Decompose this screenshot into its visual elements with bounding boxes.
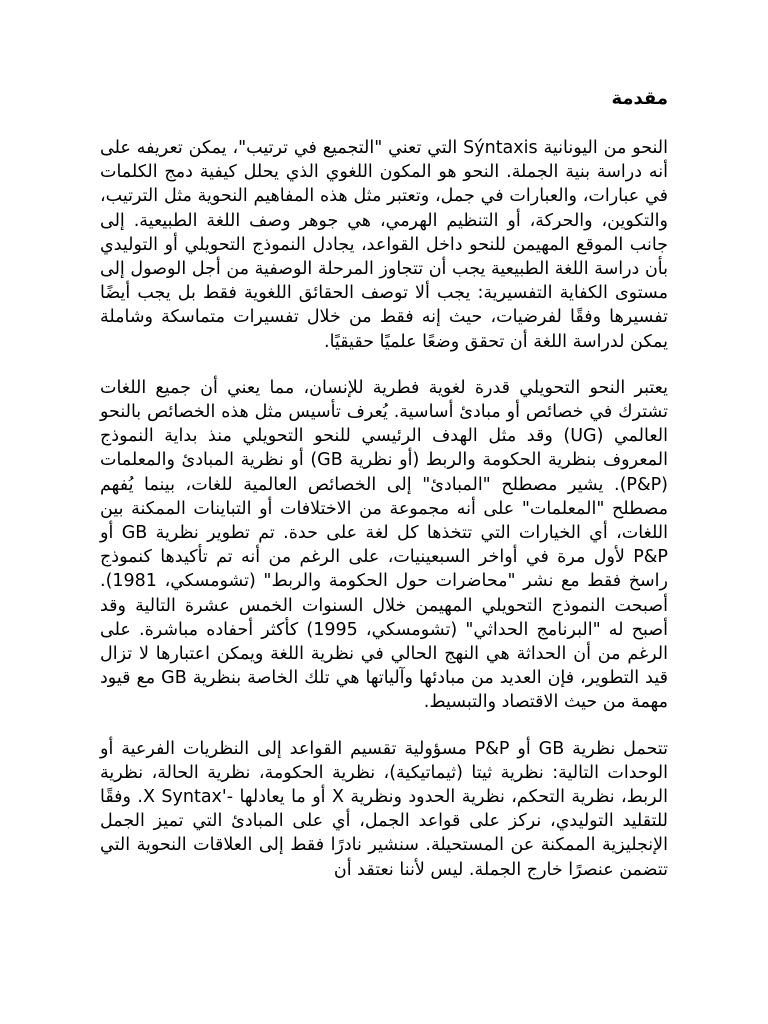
paragraph-3: تتحمل نظرية GB أو P&P مسؤولية تقسيم القواعد إلى النظريات الفرعية أو الوحدات التالية: نظرية ثيتا (ثيماتيكية)، نظرية الحكومة، نظرية الحالة، نظرية الربط، نظرية التحكم، نظرية الحدود ونظرية X أو ما يعادلها -'X Syntax. وفقًا للتقليد التوليدي، نركز على قواعد الجمل، أي على المبادئ التي تميز الجمل الإنجليزية الممكنة عن المستحيلة. سنشير نادرًا فقط إلى العلاقات النحوية التي تتضمن عنصرًا خارج الجملة. ليس لأننا نعتقد أن — [100, 738, 668, 880]
paragraph-2: يعتبر النحو التحويلي قدرة لغوية فطرية للإنسان، مما يعني أن جميع اللغات تشترك في خصائص أو مبادئ أساسية. يُعرف تأسيس مثل هذه الخصائص بالنحو العالمي (UG) وقد مثل الهدف الرئيسي للنحو التحويلي منذ بداية النموذج المعروف بنظرية الحكومة والربط (أو نظرية GB) أو نظرية المبادئ والمعلمات (P&P). يشير مصطلح "المبادئ" إلى الخصائص العالمية للغات، بينما يُفهم مصطلح "المعلمات" على أنه مجموعة من الاختلافات أو التباينات الممكنة بين اللغات، أي الخيارات التي تتخذها كل لغة على حدة. تم تطوير نظرية GB أو P&P لأول مرة في أواخر السبعينيات، على الرغم من أنه تم تأكيدها كنموذج راسخ فقط مع نشر "محاضرات حول الحكومة والربط" (تشومسكي، 1981). أصبحت النموذج التحويلي المهيمن خلال السنوات الخمس عشرة التالية وقد أصبح له "البرنامج الحداثي" (تشومسكي، 1995) كأكثر أحفاده مباشرة. على الرغم من أن الحداثة هي النهج الحالي في نظرية اللغة ويمكن اعتبارها لا تزال قيد التطوير، فإن العديد من مبادئها وآلياتها هي تلك الخاصة بنظرية GB مع قيود مهمة من حيث الاقتصاد والتبسيط. — [100, 377, 668, 713]
paragraph-1: النحو من اليونانية Sýntaxis التي تعني "التجميع في ترتيب"، يمكن تعريفه على أنه دراسة بنية الجملة. النحو هو المكون اللغوي الذي يحلل كيفية دمج الكلمات في عبارات، والعبارات في جمل، وتعتبر مثل هذه المفاهيم النحوية مثل الترتيب، والتكوين، والحركة، أو التنظيم الهرمي، هي جوهر وصف اللغة الطبيعية. إلى جانب الموقع المهيمن للنحو داخل القواعد، يجادل النموذج التحويلي أو التوليدي بأن دراسة اللغة الطبيعية يجب أن تتجاوز المرحلة الوصفية من أجل الوصول إلى مستوى الكفاية التفسيرية: يجب ألا توصف الحقائق اللغوية فقط بل يجب أيضًا تفسيرها وفقًا لفرضيات، حيث إنه فقط من خلال تفسيرات متماسكة وشاملة يمكن لدراسة اللغة أن تحقق وضعًا علميًا حقيقيًا. — [100, 138, 669, 352]
document-page — [100, 86, 668, 882]
section-heading: مقدمة — [611, 88, 668, 109]
